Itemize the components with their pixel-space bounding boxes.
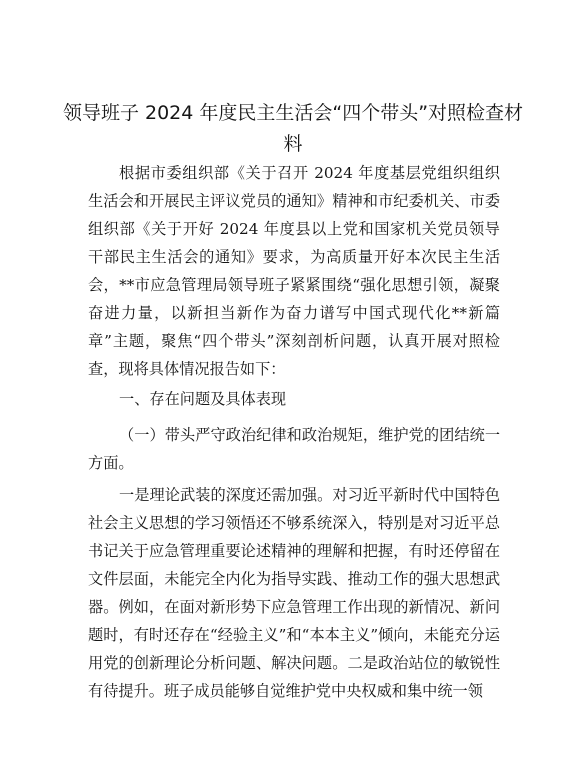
section-heading: 一、存在问题及具体表现: [119, 390, 287, 408]
document-title: 领导班子 2024 年度民主生活会“四个带头”对照检查材料: [62, 102, 524, 155]
intro-paragraph: 根据市委组织部《关于召开 2024 年度基层党组织组织生活会和开展民主评议党员的通知》精神和市纪委机关、市委组织部《关于开好 2024 年度县以上党和国家机关党员领导干部民主生活会的通知》要求，为高质量开好本次民主生活会，**市应急管理局领导班子紧紧围绕“强化思想引领，凝聚奋进力量，以新担当新作为奋力谱写中国式现代化**新篇章”主题，聚焦“四个带头”深刻剖析问题，认真开展对照检查，现将具体情况报告如下：: [88, 164, 500, 378]
subsection-heading: （一）带头严守政治纪律和政治规矩，维护党的团结统一方面。: [88, 426, 500, 472]
body-paragraph: 一是理论武装的深度还需加强。对习近平新时代中国特色社会主义思想的学习领悟还不够系统深入，特别是对习近平总书记关于应急管理重要论述精神的理解和把握，有时还停留在文件层面，未能完全内化为指导实践、推动工作的强大思想武器。例如，在面对新形势下应急管理工作出现的新情况、新问题时，有时还存在“经验主义”和“本本主义”倾向，未能充分运用党的创新理论分析问题、解决问题。二是政治站位的敏锐性有待提升。班子成员能够自觉维护党中央权威和集中统一领: [88, 486, 500, 700]
